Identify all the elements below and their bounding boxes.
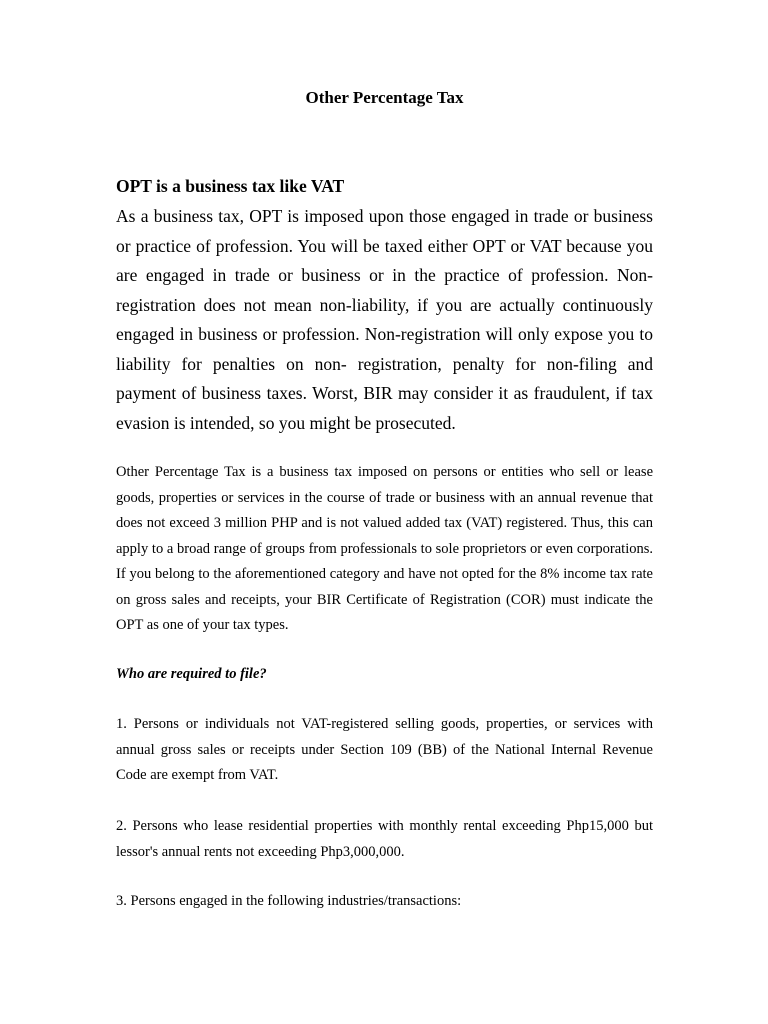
section-heading: OPT is a business tax like VAT	[116, 176, 345, 196]
question-heading: Who are required to file?	[116, 666, 267, 682]
definition-paragraph: Other Percentage Tax is a business tax imposed on persons or entities who sell or lease goods, properties or services in the course of trade or business with an annual revenue that does not exceed 3 million PHP and is not valued added tax (VAT) registered. Thus, this can apply to a broad range of groups from professionals to sole proprietors or even corporations. If you belong to the aforementioned category and have not opted for the 8% income tax rate on gross sales and receipts, your BIR Certificate of Registration (COR) must indicate the OPT as one of your tax types.	[116, 464, 653, 633]
lead-paragraph: As a business tax, OPT is imposed upon those engaged in trade or business or practice of profession. You will be taxed either OPT or VAT because you are engaged in trade or business or in the practice of profession. Non- registration does not mean non-liability, if you are actually continuously engaged in business or profession. Non-registration will only expose you to liability for penalties on non- registration, penalty for non-filing and payment of business taxes. Worst, BIR may consider it as fraudulent, if tax evasion is intended, so you might be prosecuted.	[116, 206, 653, 433]
list-item: 3. Persons engaged in the following industries/transactions:	[116, 893, 462, 909]
list-item: 2. Persons who lease residential properties with monthly rental exceeding Php15,000 but lessor's annual rents not exceeding Php3,000,000.	[116, 818, 653, 860]
document-title: Other Percentage Tax	[305, 88, 464, 107]
list-item: 1. Persons or individuals not VAT-registered selling goods, properties, or services with annual gross sales or receipts under Section 109 (BB) of the National Internal Revenue Code are exempt from VAT.	[116, 716, 653, 783]
